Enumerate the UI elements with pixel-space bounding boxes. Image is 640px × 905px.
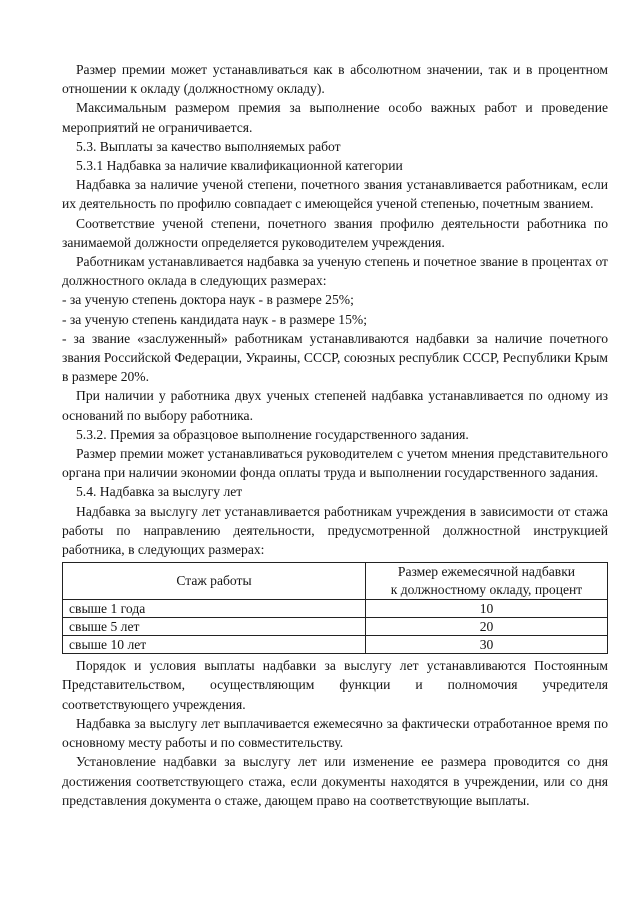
table-row — [63, 618, 608, 636]
table-header-row — [63, 563, 608, 600]
paragraph-degree-allowance: Надбавка за наличие ученой степени, почетного звания устанавливается работникам, если их деятельность по профилю совпадает с имеющейся ученой степенью, почетным званием. — [62, 177, 608, 212]
paragraph-max-premium: Максимальным размером премия за выполнение особо важных работ и проведение мероприятий не ограничивается. — [62, 100, 608, 135]
paragraph-allowance-rates: Работникам устанавливается надбавка за ученую степень и почетное звание в процентах от должностного оклада в следующих размерах: — [62, 254, 608, 289]
section-heading-5-4: 5.4. Надбавка за выслугу лет — [76, 484, 243, 500]
table-row — [63, 600, 608, 618]
paragraph-degree-compliance: Соответствие ученой степени, почетного звания профилю деятельности работника по занимаемой должности определяется руководителем учреждения. — [62, 215, 608, 250]
list-item-honored-title: - за звание «заслуженный» работникам устанавливаются надбавки за наличие почетного звания Российской Федерации, Украины, СССР, союзных республик СССР, Республики Крым в размере 20%. — [62, 330, 608, 385]
table-header-percent-line2: к должностному окладу, процент — [390, 582, 583, 598]
section-heading-5-3: 5.3. Выплаты за качество выполняемых работ — [76, 138, 341, 154]
table-row — [63, 636, 608, 654]
table-header-period: Стаж работы — [63, 563, 366, 600]
table-header-percent-line1: Размер ежемесячной надбавки — [397, 564, 576, 580]
paragraph-exemplary-premium: Размер премии может устанавливаться руководителем с учетом мнения представительного органа при наличии экономии фонда оплаты труда и выполнении государственного задания. — [62, 446, 608, 481]
list-item-doctor: - за ученую степень доктора наук - в размере 25%; — [62, 292, 354, 308]
section-heading-5-3-2: 5.3.2. Премия за образцовое выполнение государственного задания. — [76, 426, 469, 442]
table-header-percent — [366, 563, 608, 600]
paragraph-monthly-payment: Надбавка за выслугу лет выплачивается ежемесячно за фактически отработанное время по основному месту работы и по совместительству. — [62, 715, 608, 751]
paragraph-two-degrees: При наличии у работника двух ученых степеней надбавка устанавливается по одному из оснований по выбору работника. — [62, 388, 608, 423]
list-item-candidate: - за ученую степень кандидата наук - в размере 15%; — [62, 311, 367, 327]
paragraph-procedure: Порядок и условия выплаты надбавки за выслугу лет устанавливаются Постоянным Представительством, осуществляющим функции и полномочия учредителя соответствующего учреждения. — [62, 658, 608, 712]
table-cell-period: свыше 10 лет — [63, 636, 366, 654]
table-cell-percent: 30 — [366, 636, 608, 654]
table-cell-period: свыше 1 года — [63, 600, 366, 618]
document-page — [62, 60, 608, 810]
section-heading-5-3-1: 5.3.1 Надбавка за наличие квалификационной категории — [76, 158, 403, 174]
paragraph-premium-size: Размер премии может устанавливаться как в абсолютном значении, так и в процентном отношении к окладу (должностному окладу). — [62, 62, 608, 97]
table-cell-period: свыше 5 лет — [63, 618, 366, 636]
table-cell-percent: 10 — [366, 600, 608, 618]
paragraph-seniority-allowance: Надбавка за выслугу лет устанавливается работникам учреждения в зависимости от стажа работы по направлению деятельности, предусмотренной должностной инструкцией работника, в следующих размерах: — [62, 503, 608, 558]
table-cell-percent: 20 — [366, 618, 608, 636]
paragraph-establishment: Установление надбавки за выслугу лет или изменение ее размера проводится со дня достижения соответствующего стажа, если документы находятся в учреждении, или со дня представления документа о стаже, дающем право на соответствующие выплаты. — [62, 754, 608, 808]
seniority-table — [62, 562, 608, 654]
